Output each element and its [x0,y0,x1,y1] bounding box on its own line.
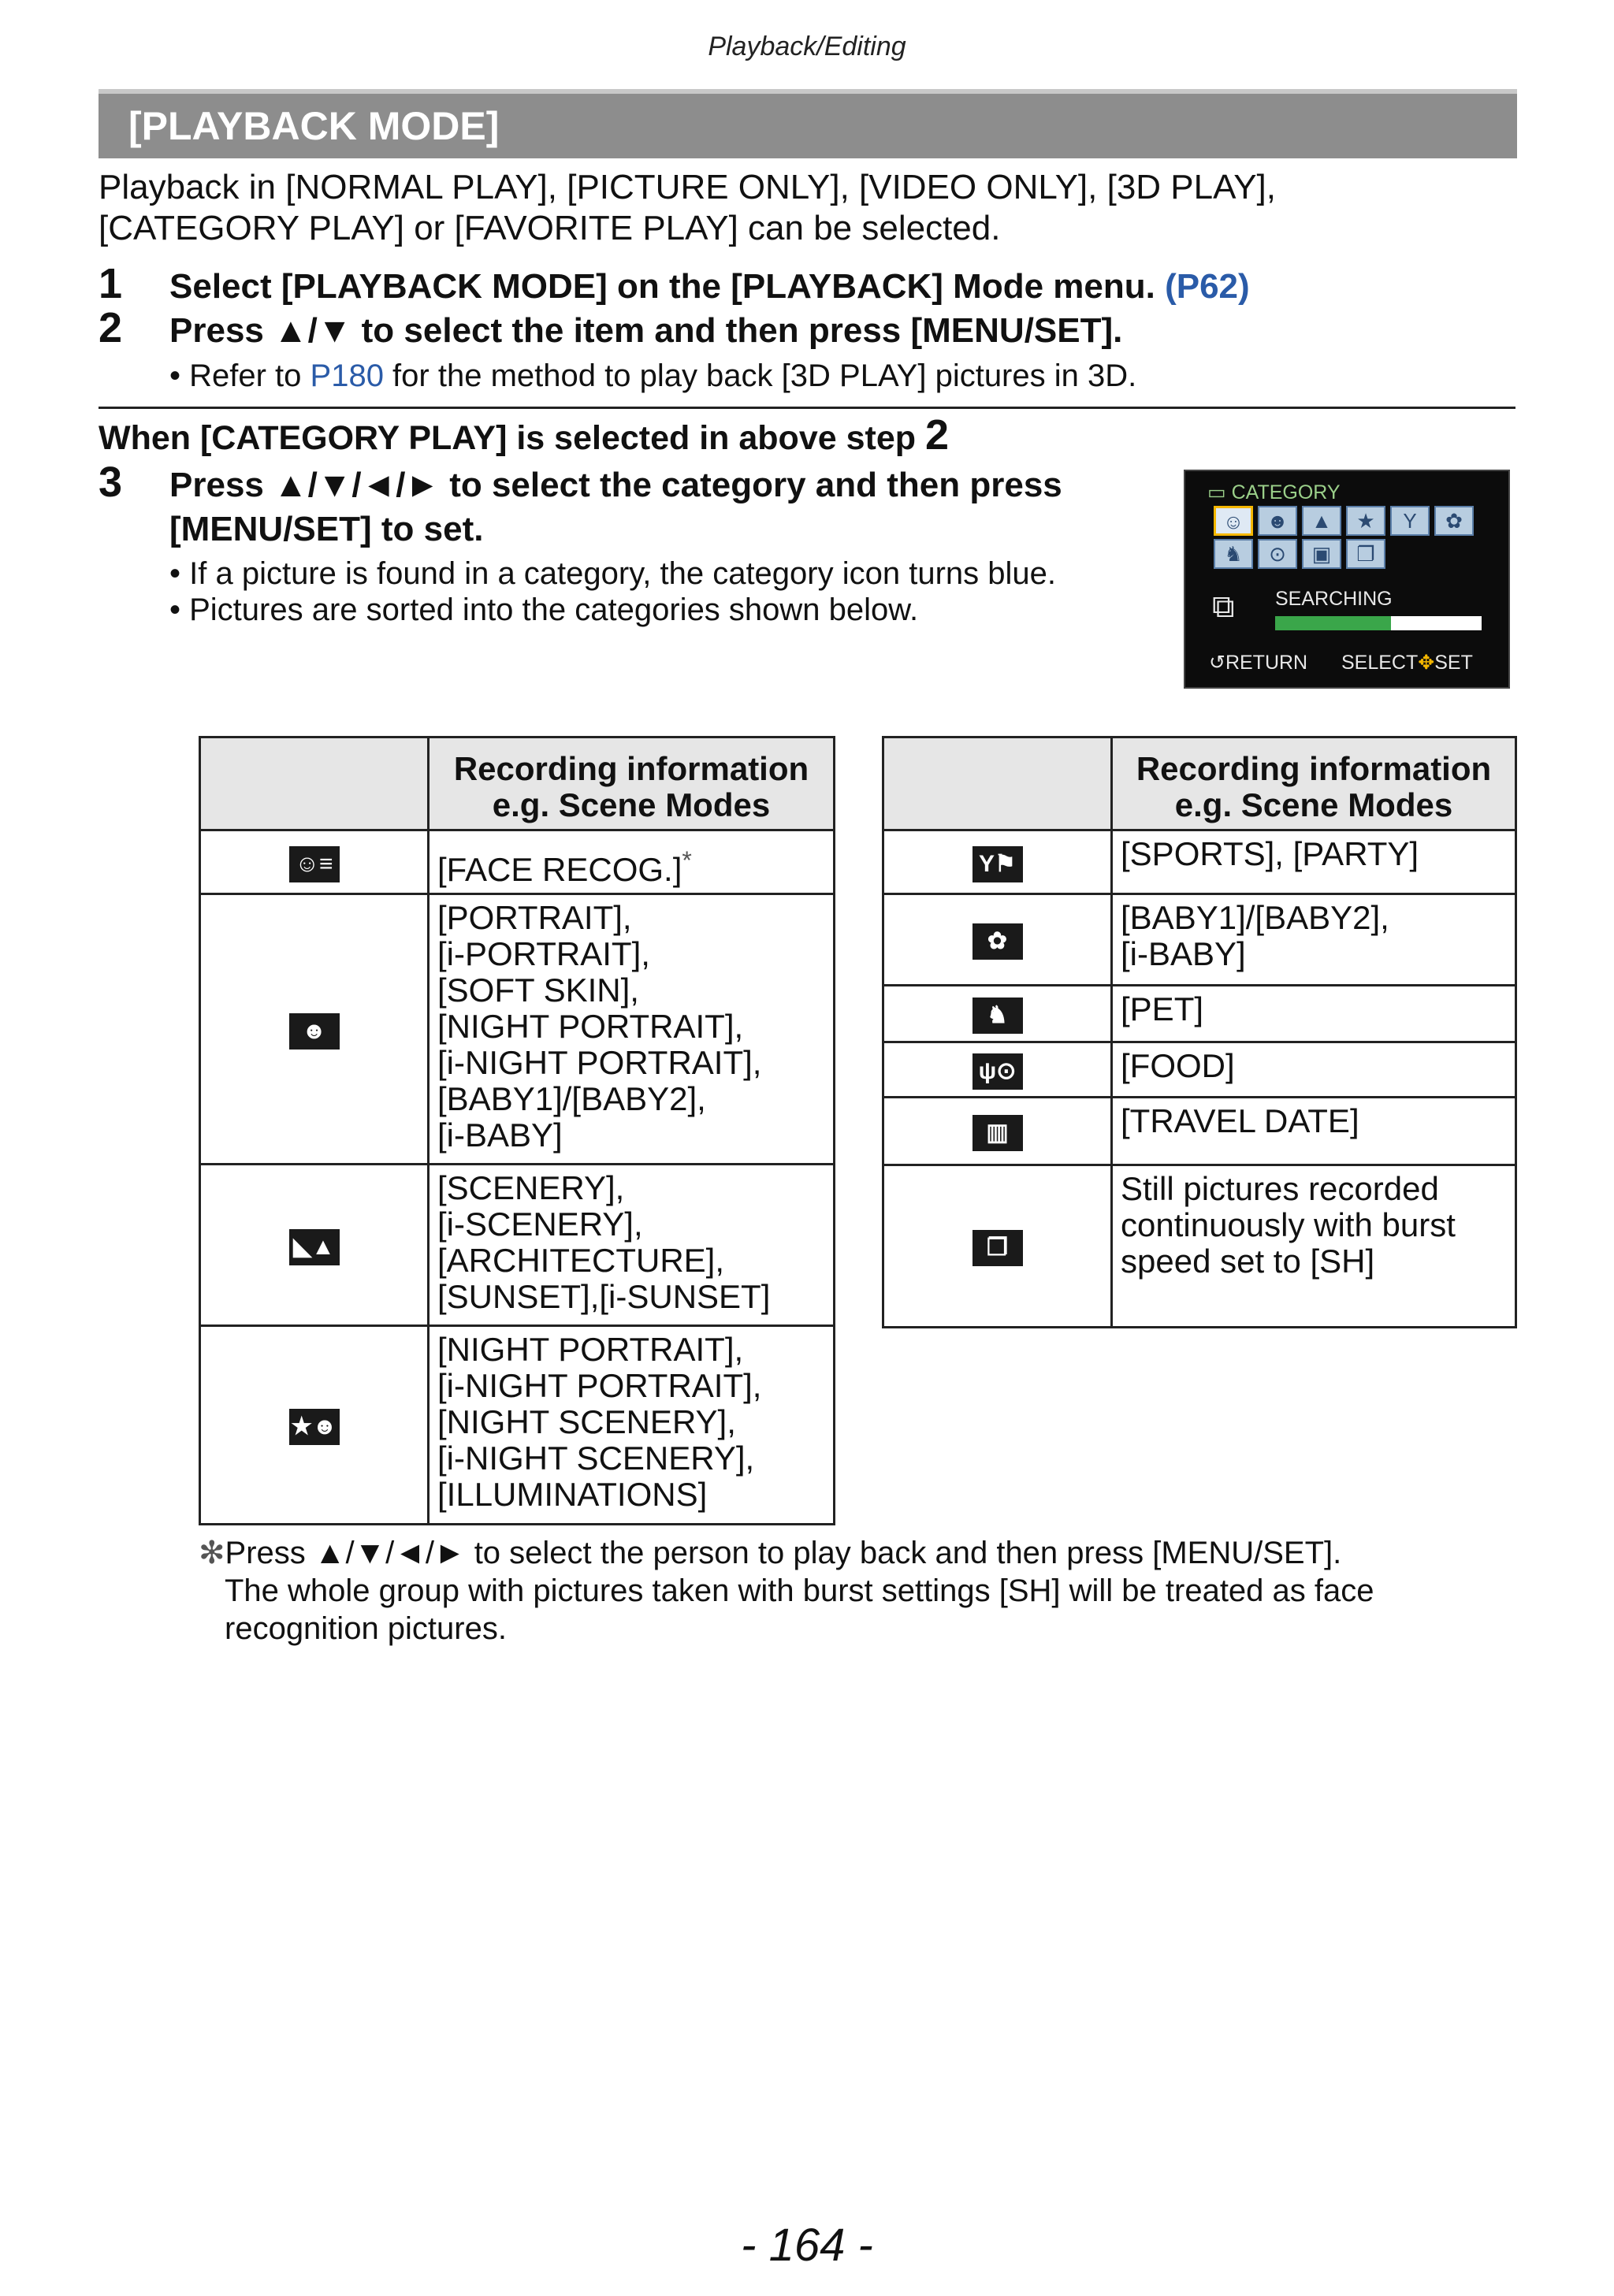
food-icon: ⊙ [1258,539,1297,569]
step-text-line-1: Press ▲/▼/◄/► to select the category and then press [169,466,1062,504]
page-link[interactable]: P180 [310,359,384,393]
category-table-left [199,736,835,1525]
scene-modes: [SPORTS], [PARTY] [1112,830,1516,894]
table-row [883,1165,1516,1328]
step-3-note-2: • Pictures are sorted into the categories shown below. [169,593,919,627]
table-header-empty [883,737,1112,830]
portrait-icon: ☻ [289,1013,340,1050]
pet-icon: ♞ [972,998,1023,1034]
step-3-note-1: • If a picture is found in a category, the category icon turns blue. [169,556,1056,591]
intro-line-2: [CATEGORY PLAY] or [FAVORITE PLAY] can be selected. [99,209,1001,247]
step-number: 3 [99,459,123,506]
scene-modes: [NIGHT PORTRAIT], [i-NIGHT PORTRAIT], [NIGHT SCENERY], [i-NIGHT SCENERY], [ILLUMINATIONS] [429,1326,835,1525]
footnote-line-2: The whole group with pictures taken with burst settings [SH] will be treated as face [225,1573,1374,1608]
step-number: 1 [99,260,123,307]
step-text-line-2: [MENU/SET] to set. [169,510,484,548]
table-row [200,1165,835,1326]
travel-date-icon: ▣ [1302,539,1341,569]
lcd-return-label: ↺RETURN [1209,652,1308,674]
burst-icon: ❐ [972,1230,1023,1266]
search-progress-bar [1275,616,1482,630]
night-icon: ★ [1346,506,1385,536]
face-recog-icon: ☺≡ [289,846,340,882]
step-number: 2 [99,304,123,351]
night-icon: ★☻ [289,1409,340,1445]
scene-modes: [FACE RECOG.] [437,851,682,888]
scene-modes: [FOOD] [1112,1042,1516,1098]
sports-party-icon: Y⚑ [972,846,1023,882]
category-table-right [882,736,1517,1328]
scenery-icon: ◣▲ [289,1229,340,1265]
table-row [200,1326,835,1525]
table-header: Recording information e.g. Scene Modes [429,737,835,830]
scene-modes: [PET] [1112,986,1516,1042]
step-text: Press ▲/▼ to select the item and then press [MENU/SET]. [169,311,1123,350]
portrait-icon: ☻ [1258,506,1297,536]
table-row [200,830,835,894]
baby-icon: ✿ [1434,506,1474,536]
table-row [883,1042,1516,1098]
scene-modes: [BABY1]/[BABY2], [i-BABY] [1112,894,1516,986]
footnote [199,1534,1374,1648]
intro-line-1: Playback in [NORMAL PLAY], [PICTURE ONLY], [VIDEO ONLY], [3D PLAY], [99,168,1277,206]
food-icon: ψ⊙ [972,1053,1023,1090]
lcd-select-set-label: SELECT✥SET [1341,652,1473,674]
camera-lcd-screenshot [1184,470,1510,689]
table-row [883,1098,1516,1165]
step-2-note: • Refer to P180 for the method to play back [3D PLAY] pictures in 3D. [169,359,1137,393]
scene-modes: [TRAVEL DATE] [1112,1098,1516,1165]
category-play-subheading: When [CATEGORY PLAY] is selected in above step 2 [99,411,950,459]
scene-modes: [SCENERY], [i-SCENERY], [ARCHITECTURE], [SUNSET],[i-SUNSET] [429,1165,835,1326]
search-images-icon: ⧉ [1212,589,1235,624]
table-row [200,894,835,1165]
travel-date-icon: ▥ [972,1115,1023,1151]
page-number: - 164 - [741,2220,873,2271]
burst-icon: ❐ [1346,539,1385,569]
divider [99,407,1515,409]
search-progress-fill [1275,616,1391,630]
footnote-mark: * [682,846,692,875]
table-header: Recording information e.g. Scene Modes [1112,737,1516,830]
baby-icon: ✿ [972,923,1023,960]
sports-party-icon: Y [1390,506,1430,536]
lcd-searching-label: SEARCHING [1275,588,1393,610]
table-row [883,894,1516,986]
footnote-line-1: ✻Press ▲/▼/◄/► to select the person to play back and then press [MENU/SET]. [199,1536,1342,1570]
table-row [883,986,1516,1042]
section-title: [PLAYBACK MODE] [128,104,500,148]
table-header-empty [200,737,429,830]
table-row [883,830,1516,894]
intro-paragraph [99,167,1509,249]
page-link[interactable]: (P62) [1165,267,1250,306]
scene-modes: [PORTRAIT], [i-PORTRAIT], [SOFT SKIN], [NIGHT PORTRAIT], [i-NIGHT PORTRAIT], [BABY1]/[BABY2], [i-BABY] [429,894,835,1165]
scenery-icon: ▲ [1302,506,1341,536]
section-title-bar [99,89,1517,158]
footnote-line-3: recognition pictures. [225,1611,507,1646]
page-header: Playback/Editing [708,32,906,61]
step-text: Select [PLAYBACK MODE] on the [PLAYBACK] Mode menu. (P62) [169,267,1250,306]
lcd-category-label: ▭ CATEGORY [1207,481,1341,503]
burst-description: Still pictures recorded continuously with burst speed set to [SH] [1112,1165,1516,1328]
pet-icon: ♞ [1214,539,1253,569]
face-recog-icon: ☺ [1214,506,1253,536]
